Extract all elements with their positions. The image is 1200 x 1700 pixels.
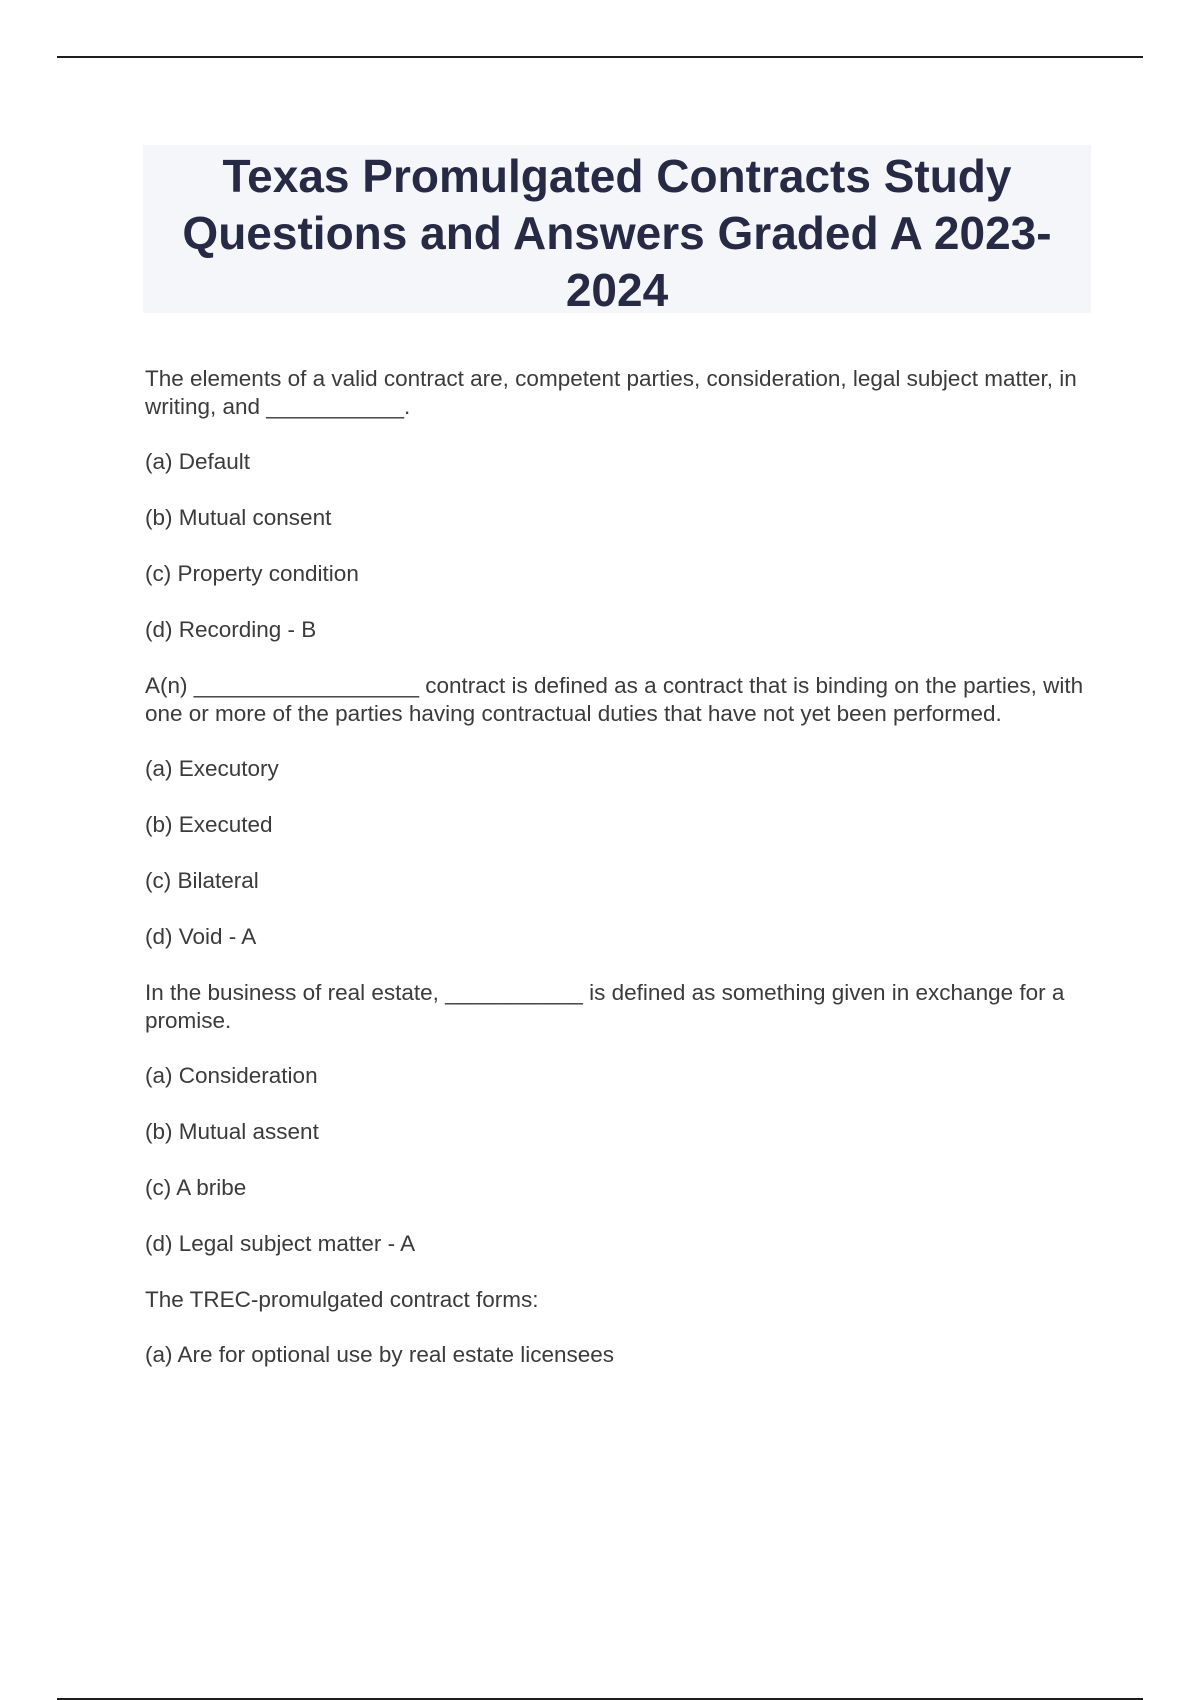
document-title: Texas Promulgated Contracts Study Questions and Answers Graded A 2023-2024 [182,150,1052,316]
header-rule [57,56,1143,58]
answer-option: (b) Executed [145,812,273,837]
answer-option: (a) Consideration [145,1063,318,1088]
answer-option: (b) Mutual assent [145,1119,319,1144]
answer-option: (d) Void - A [145,924,257,949]
title-banner [143,145,1091,316]
answer-option: (c) Property condition [145,561,359,586]
question-text: The TREC-promulgated contract forms: [145,1287,539,1312]
question-text: The elements of a valid contract are, competent parties, consideration, legal subject matter, in writing, and ___________. [145,366,1077,419]
answer-option: (c) A bribe [145,1175,247,1200]
answer-option: (a) Default [145,449,251,474]
answer-option: (d) Recording - B [145,617,317,642]
answer-option: (b) Mutual consent [145,505,332,530]
answer-option: (a) Executory [145,756,279,781]
answer-option: (d) Legal subject matter - A [145,1231,416,1256]
question-text: A(n) __________________ contract is defined as a contract that is binding on the parties, with one or more of the parties having contractual duties that have not yet been performed. [145,673,1084,726]
question-text: In the business of real estate, ___________ is defined as something given in exchange for a promise. [145,980,1065,1033]
answer-option: (c) Bilateral [145,868,259,893]
document-body [145,365,1090,1397]
answer-option: (a) Are for optional use by real estate licensees [145,1342,615,1367]
